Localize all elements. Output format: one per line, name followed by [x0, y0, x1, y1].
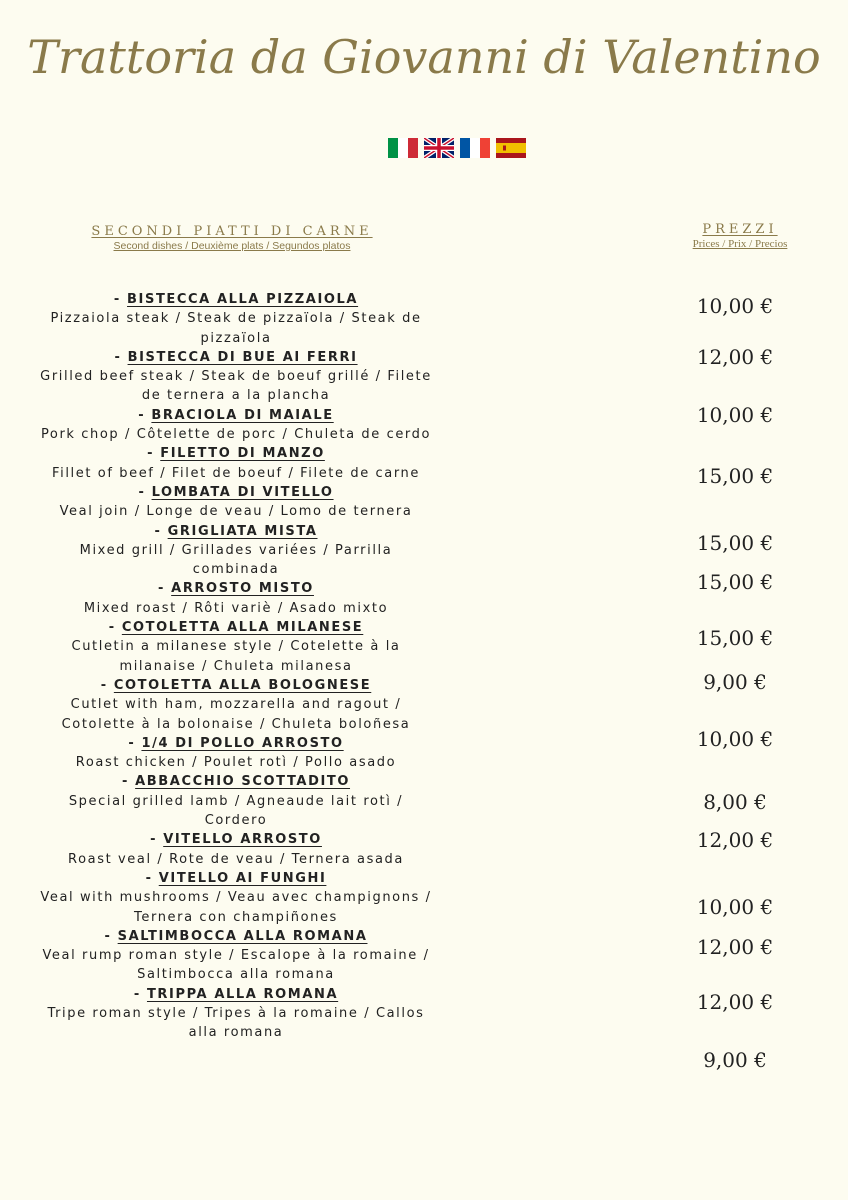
dish-description: Veal join / Longe de veau / Lomo de ternera	[59, 504, 413, 520]
dish-item	[40, 772, 432, 830]
dish-price: 12,00 €	[696, 990, 774, 1014]
language-flags	[388, 138, 526, 158]
dish-price: 15,00 €	[696, 464, 774, 488]
section-subtitle: Second dishes / Deuxième plats / Segundos platos	[113, 240, 351, 252]
prices-subtitle: Prices / Prix / Precios	[692, 238, 788, 250]
dish-name-line: - COTOLETTA ALLA BOLOGNESE	[100, 677, 372, 693]
dish-name-line: - LOMBATA DI VITELLO	[138, 484, 334, 500]
dish-price: 10,00 €	[696, 294, 774, 318]
dish-name: COTOLETTA ALLA MILANESE	[121, 620, 364, 636]
dish-description: Pork chop / Côtelette de porc / Chuleta de cerdo	[40, 427, 432, 443]
dish-name-line: - BISTECCA DI BUE AI FERRI	[114, 349, 358, 365]
dish-name: BRACIOLA DI MAIALE	[151, 407, 334, 423]
dish-name-line: - FILETTO DI MANZO	[147, 446, 325, 462]
dish-price: 15,00 €	[696, 626, 774, 650]
dish-price: 15,00 €	[696, 531, 774, 555]
dish-name: FILETTO DI MANZO	[160, 446, 325, 462]
dish-name: VITELLO ARROSTO	[163, 832, 322, 848]
dish-item	[40, 869, 432, 927]
dish-name-line: - 1/4 DI POLLO ARROSTO	[128, 735, 344, 751]
dish-name-line: - SALTIMBOCCA ALLA ROMANA	[104, 928, 368, 944]
dish-price: 10,00 €	[696, 895, 774, 919]
dish-list	[40, 290, 432, 1043]
dish-item	[40, 734, 432, 773]
dish-item	[40, 927, 432, 985]
dish-price: 8,00 €	[703, 790, 767, 814]
dish-name: BISTECCA DI BUE AI FERRI	[127, 349, 358, 365]
dish-name: LOMBATA DI VITELLO	[151, 484, 334, 500]
dish-description: Pizzaiola steak / Steak de pizzaïola / Steak de pizzaïola	[50, 311, 422, 346]
dish-price: 10,00 €	[696, 403, 774, 427]
italian-flag-icon[interactable]	[388, 138, 418, 158]
dish-name: TRIPPA ALLA ROMANA	[146, 986, 339, 1002]
dish-name: ARROSTO MISTO	[171, 581, 314, 597]
dish-item	[40, 579, 432, 618]
dish-name-line: - VITELLO AI FUNGHI	[145, 870, 327, 886]
dish-description: Roast chicken / Poulet rotì / Pollo asado	[75, 755, 397, 771]
dish-item	[40, 522, 432, 580]
dish-description: Grilled beef steak / Steak de boeuf grillé / Filete de ternera a la plancha	[40, 369, 432, 404]
dish-name-line: - BISTECCA ALLA PIZZAIOLA	[113, 292, 359, 307]
section-title: SECONDI PIATTI DI CARNE	[91, 224, 373, 239]
spanish-flag-icon[interactable]	[496, 138, 526, 158]
dish-name-line: - ARROSTO MISTO	[158, 581, 314, 597]
dish-name: ABBACCHIO SCOTTADITO	[135, 774, 351, 790]
dish-name-line: - COTOLETTA ALLA MILANESE	[108, 620, 364, 636]
dish-description: Special grilled lamb / Agneaude lait rotì / Cordero	[68, 793, 404, 829]
dish-name-line: - TRIPPA ALLA ROMANA	[133, 986, 339, 1002]
dish-description: Cutlet with ham, mozzarella and ragout / Cotolette à la bolonaise / Chuleta boloñesa	[61, 697, 411, 732]
dish-item	[40, 290, 432, 348]
restaurant-title: Trattoria da Giovanni di Valentino	[27, 30, 821, 84]
dish-item	[40, 483, 432, 522]
dish-price: 12,00 €	[696, 935, 774, 959]
prices-header	[650, 222, 830, 250]
dish-item	[40, 676, 432, 734]
dish-name-line: - GRIGLIATA MISTA	[154, 523, 318, 539]
dish-price: 9,00 €	[703, 1048, 767, 1072]
dish-description: Cutletin a milanese style / Cotelette à la milanaise / Chuleta milanesa	[71, 639, 401, 674]
dish-item	[40, 830, 432, 869]
dish-description: Roast veal / Rote de veau / Ternera asada	[68, 851, 404, 867]
dish-price: 15,00 €	[696, 570, 774, 594]
dish-name: 1/4 DI POLLO ARROSTO	[141, 735, 344, 751]
dish-description: Tripe roman style / Tripes à la romaine / Callos alla romana	[47, 1005, 425, 1041]
section-header	[52, 224, 412, 252]
dish-name: VITELLO AI FUNGHI	[158, 870, 327, 886]
dish-name: BISTECCA ALLA PIZZAIOLA	[127, 292, 359, 307]
dish-description: Mixed roast / Rôti variè / Asado mixto	[83, 600, 389, 616]
dish-item	[40, 618, 432, 676]
dish-name: COTOLETTA ALLA BOLOGNESE	[113, 677, 372, 693]
dish-price: 12,00 €	[696, 828, 774, 852]
dish-name-line: - ABBACCHIO SCOTTADITO	[121, 774, 351, 790]
dish-item	[40, 348, 432, 406]
dish-description: Veal with mushrooms / Veau avec champignons / Ternera con champiñones	[40, 890, 432, 925]
prices-title: PREZZI	[702, 222, 778, 237]
dish-price: 9,00 €	[703, 670, 767, 694]
dish-price: 10,00 €	[696, 727, 774, 751]
dish-item	[40, 985, 432, 1043]
dish-description: Veal rump roman style / Escalope à la romaine / Saltimbocca alla romana	[42, 948, 430, 983]
dish-item	[40, 406, 432, 445]
uk-flag-icon[interactable]	[424, 138, 454, 158]
french-flag-icon[interactable]	[460, 138, 490, 158]
dish-name-line: - BRACIOLA DI MAIALE	[138, 407, 334, 423]
dish-name: SALTIMBOCCA ALLA ROMANA	[117, 928, 368, 944]
dish-description: Fillet of beef / Filet de boeuf / Filete de carne	[52, 465, 420, 481]
dish-item	[40, 444, 432, 483]
dish-name-line: - VITELLO ARROSTO	[150, 832, 322, 848]
dish-name: GRIGLIATA MISTA	[167, 523, 318, 539]
dish-price: 12,00 €	[696, 345, 774, 369]
dish-description: Mixed grill / Grillades variées / Parrilla combinada	[79, 542, 393, 578]
